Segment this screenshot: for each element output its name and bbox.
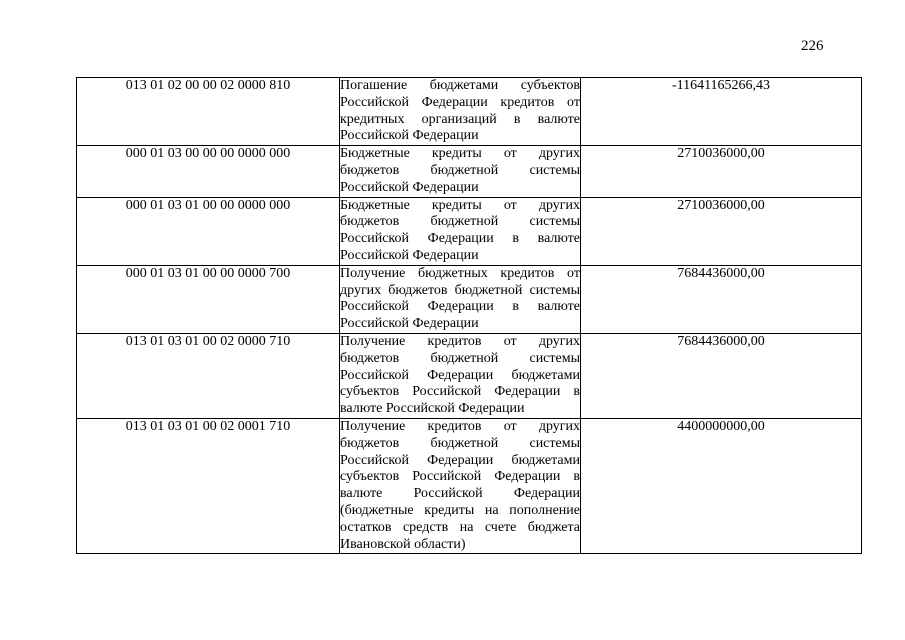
amount-cell: 7684436000,00 <box>581 265 862 333</box>
budget-code-cell: 000 01 03 00 00 00 0000 000 <box>77 146 340 197</box>
budget-code-cell: 013 01 02 00 00 02 0000 810 <box>77 78 340 146</box>
budget-code-cell: 013 01 03 01 00 02 0000 710 <box>77 333 340 418</box>
page-number: 226 <box>801 38 824 54</box>
amount-cell: 2710036000,00 <box>581 146 862 197</box>
table-row <box>77 418 862 553</box>
description-cell: Погашение бюджетами субъектов Российской Федерации кредитов от кредитных организаций в валюте Российской Федерации <box>340 78 581 146</box>
amount-cell: 7684436000,00 <box>581 333 862 418</box>
amount-cell: -11641165266,43 <box>581 78 862 146</box>
budget-code-cell: 000 01 03 01 00 00 0000 000 <box>77 197 340 265</box>
description-cell: Получение кредитов от других бюджетов бюджетной системы Российской Федерации бюджетами субъектов Российской Федерации в валюте Российской Федерации <box>340 333 581 418</box>
table-row <box>77 146 862 197</box>
table-row <box>77 333 862 418</box>
table-row <box>77 78 862 146</box>
table-row <box>77 197 862 265</box>
description-cell: Бюджетные кредиты от других бюджетов бюджетной системы Российской Федерации <box>340 146 581 197</box>
budget-code-cell: 013 01 03 01 00 02 0001 710 <box>77 418 340 553</box>
budget-code-cell: 000 01 03 01 00 00 0000 700 <box>77 265 340 333</box>
amount-cell: 2710036000,00 <box>581 197 862 265</box>
table-row <box>77 265 862 333</box>
description-cell: Бюджетные кредиты от других бюджетов бюджетной системы Российской Федерации в валюте Российской Федерации <box>340 197 581 265</box>
description-cell: Получение бюджетных кредитов от других бюджетов бюджетной системы Российской Федерации в валюте Российской Федерации <box>340 265 581 333</box>
description-cell: Получение кредитов от других бюджетов бюджетной системы Российской Федерации бюджетами субъектов Российской Федерации в валюте Российской Федерации (бюджетные кредиты на пополнение остатков средств на счете бюджета Ивановской области) <box>340 418 581 553</box>
amount-cell: 4400000000,00 <box>581 418 862 553</box>
budget-sources-table <box>76 77 862 554</box>
